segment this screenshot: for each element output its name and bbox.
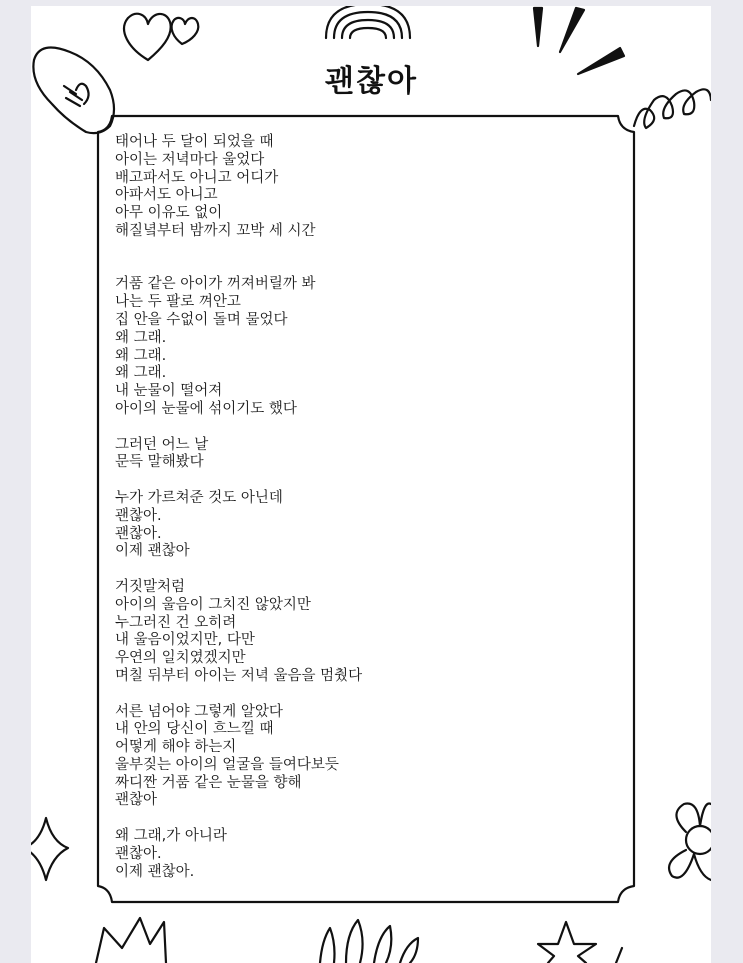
stanza-6 bbox=[115, 704, 675, 811]
poem-body bbox=[115, 134, 675, 899]
poem-line: 누그러진 건 오히려 bbox=[115, 614, 237, 631]
poem-line: 아이는 저녁마다 울었다 bbox=[115, 151, 265, 168]
poem-line: 우연의 일치였겠지만 bbox=[115, 650, 246, 667]
poem-page bbox=[31, 6, 711, 963]
poem-line: 어떻게 해야 하는지 bbox=[115, 739, 237, 756]
hearts-icon bbox=[124, 14, 198, 60]
poem-line: 괜찮아. bbox=[115, 507, 162, 524]
poem-line: 집 안을 수없이 돌며 물었다 bbox=[115, 311, 288, 328]
poem-line: 왜 그래. bbox=[115, 329, 167, 346]
poem-line: 거짓말처럼 bbox=[115, 578, 186, 595]
poem-line: 태어나 두 달이 되었을 때 bbox=[115, 134, 274, 150]
poem-line: 문득 말해봤다 bbox=[115, 454, 204, 471]
stanza-7 bbox=[115, 828, 675, 881]
poem-line: 내 눈물이 떨어져 bbox=[115, 383, 223, 400]
stanza-1 bbox=[115, 134, 675, 241]
stanza-5 bbox=[115, 579, 675, 686]
poem-line: 아이의 울음이 그치진 않았지만 bbox=[115, 596, 311, 613]
poem-line: 왜 그래. bbox=[115, 347, 167, 364]
poem-line: 울부짖는 아이의 얼굴을 들여다보듯 bbox=[115, 756, 339, 773]
poem-line: 며칠 뒤부터 아이는 저녁 울음을 멈췄다 bbox=[115, 667, 363, 684]
poem-line: 아무 이유도 없이 bbox=[115, 205, 223, 222]
poem-line: 내 안의 당신이 흐느낄 때 bbox=[115, 721, 274, 738]
poem-line: 배고파서도 아니고 어디가 bbox=[115, 169, 279, 186]
poem-line: 그러던 어느 날 bbox=[115, 436, 209, 453]
poem-line: 거품 같은 아이가 꺼져버릴까 봐 bbox=[115, 276, 316, 293]
poem-line: 누가 가르쳐준 것도 아닌데 bbox=[115, 489, 283, 506]
poem-line: 왜 그래. bbox=[115, 365, 167, 382]
poem-line: 이제 괜찮아. bbox=[115, 863, 195, 880]
poem-line: 괜찮아. bbox=[115, 525, 162, 542]
poem-line: 괜찮아 bbox=[115, 792, 158, 809]
crown-icon bbox=[96, 918, 166, 963]
flower-icon bbox=[669, 803, 711, 880]
sparkle-star-icon bbox=[31, 818, 68, 880]
stanza-2 bbox=[115, 276, 675, 418]
poem-line: 서른 넘어야 그렇게 알았다 bbox=[115, 703, 283, 720]
poem-line: 아파서도 아니고 bbox=[115, 187, 218, 204]
poem-line: 해질녘부터 밤까지 꼬박 세 시간 bbox=[115, 222, 316, 239]
leaf-spray-icon bbox=[320, 920, 418, 963]
stanza-4 bbox=[115, 490, 675, 561]
stanza-3 bbox=[115, 437, 675, 473]
poem-line: 짜디짠 거품 같은 눈물을 향해 bbox=[115, 774, 302, 791]
rainbow-icon bbox=[326, 6, 410, 38]
poem-line: 내 울음이었지만, 다만 bbox=[115, 632, 255, 649]
poem-line: 왜 그래,가 아니라 bbox=[115, 828, 227, 845]
poem-title: 괜찮아 bbox=[325, 64, 418, 99]
poem-line: 나는 두 팔로 껴안고 bbox=[115, 294, 241, 311]
poem-line: 이제 괜찮아 bbox=[115, 543, 190, 560]
poem-line: 아이의 눈물에 섞이기도 했다 bbox=[115, 400, 297, 417]
star-icon bbox=[538, 922, 596, 963]
poem-line: 괜찮아. bbox=[115, 845, 162, 862]
